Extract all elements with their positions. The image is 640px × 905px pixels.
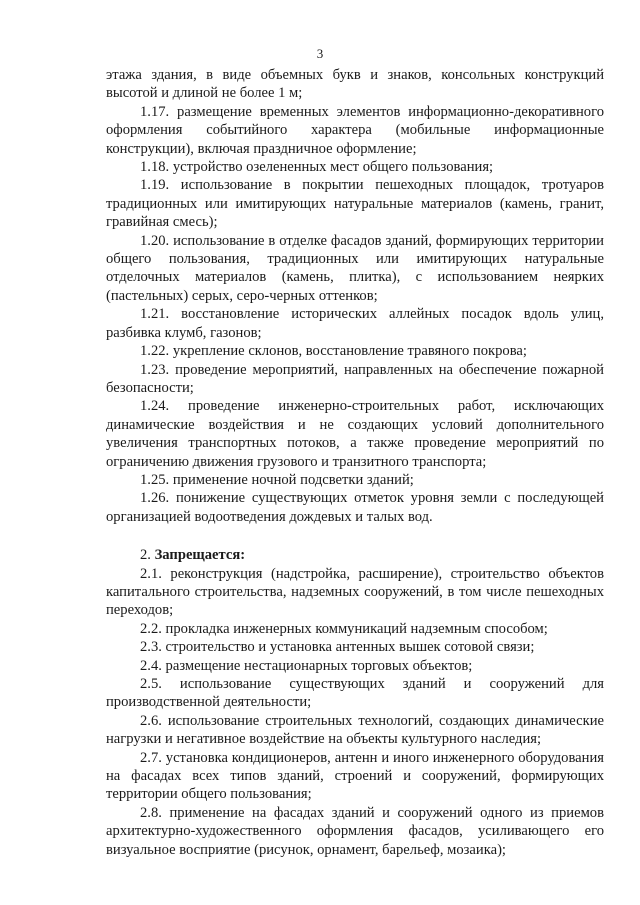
prohibited-item-2-4: 2.4. размещение нестационарных торговых объектов; [140,657,473,674]
allowed-item-1-18: 1.18. устройство озелененных мест общего пользования; [140,159,494,176]
prohibited-item-2-7: 2.7. установка кондиционеров, антенн и иного инженерного оборудования на фасадах всех типов зданий, строений и сооружений, формирующих территории общего пользования; [106,749,604,803]
prohibited-item-2-6: 2.6. использование строительных технологий, создающих динамические нагрузки и негативное воздействие на объекты культурного наследия; [106,712,604,748]
prohibited-item-2-2: 2.2. прокладка инженерных коммуникаций надземным способом; [140,620,548,637]
allowed-item-1-21: 1.21. восстановление исторических аллейных посадок вдоль улиц, разбивка клумб, газонов; [106,306,604,341]
prohibited-item-2-3: 2.3. строительство и установка антенных вышек сотовой связи; [140,639,535,656]
continuation-paragraph: этажа здания, в виде объемных букв и знаков, консольных конструкций высотой и длиной не более 1 м; [106,67,604,102]
section-spacer [106,526,604,546]
allowed-item-1-23: 1.23. проведение мероприятий, направленных на обеспечение пожарной безопасности; [106,361,604,396]
allowed-item-1-24: 1.24. проведение инженерно-строительных работ, исключающих динамические воздействия и не создающих условий дополнительного увеличения транспортных потоков, а также проведение мероприятий по ограничению движения грузового и транзитного транспорта; [106,398,604,470]
allowed-item-1-20: 1.20. использование в отделке фасадов зданий, формирующих территории общего пользования, традиционных или имитирующих натуральные отделочных материалов (камень, плитка), с использованием неярких (пастельных) серых, серо-черных оттенков; [106,232,604,304]
document-body [106,66,604,859]
section-2-title: Запрещается: [154,547,246,564]
allowed-item-1-19: 1.19. использование в покрытии пешеходных площадок, тротуаров традиционных или имитирующих натуральные материалов (камень, гранит, гравийная смесь); [106,177,604,231]
prohibited-item-2-5: 2.5. использование существующих зданий и сооружений для производственной деятельности; [106,676,604,711]
prohibited-items-list [106,565,604,860]
prohibited-item-2-8: 2.8. применение на фасадах зданий и сооружений одного из приемов архитектурно-художественного оформления фасадов, усиливающего его визуальное восприятие (рисунок, орнамент, барельеф, мозаика); [106,804,604,858]
section-2-heading [106,546,604,564]
allowed-item-1-25: 1.25. применение ночной подсветки зданий; [140,471,414,488]
allowed-item-1-22: 1.22. укрепление склонов, восстановление травяного покрова; [140,343,527,360]
section-2-number: 2. [140,547,151,564]
allowed-items-list [106,103,604,526]
page-number: 3 [316,46,324,61]
allowed-item-1-17: 1.17. размещение временных элементов информационно-декоративного оформления событийного характера (мобильные информационные конструкции), включая праздничное оформление; [106,103,604,157]
allowed-item-1-26: 1.26. понижение существующих отметок уровня земли с последующей организацией водоотведения дождевых и талых вод. [106,490,604,525]
prohibited-item-2-1: 2.1. реконструкция (надстройка, расширение), строительство объектов капитального строительства, надземных сооружений, в том числе пешеходных переходов; [106,565,604,619]
